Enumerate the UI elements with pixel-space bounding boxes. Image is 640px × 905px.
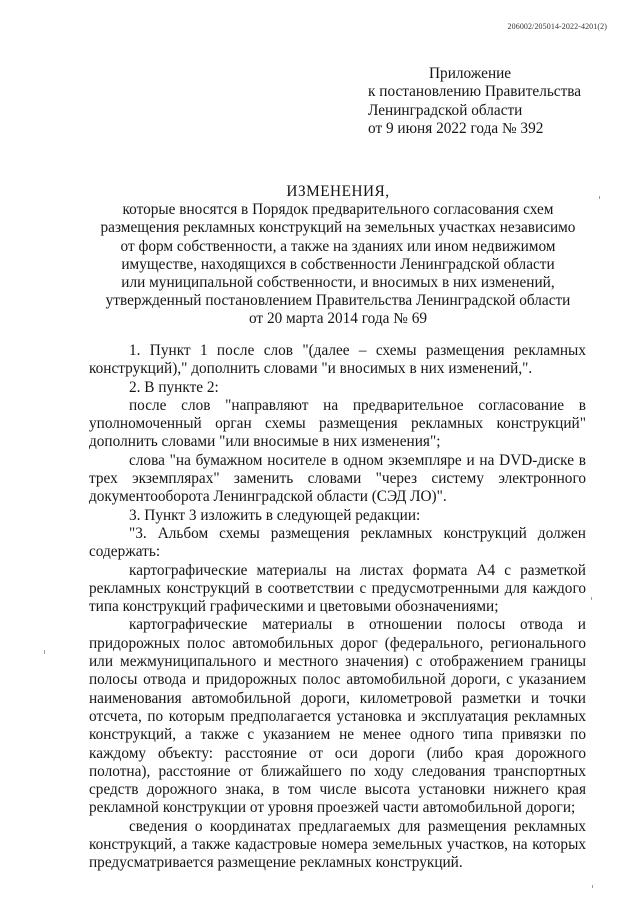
heading-line: или муниципальной собственности, и вносимых в них изменений, [121, 274, 555, 292]
paragraph: 3. Пункт 3 изложить в следующей редакции: [129, 506, 421, 524]
heading-title: ИЗМЕНЕНИЯ, [286, 183, 390, 200]
paragraph: после слов "направляют на предварительное согласование в уполномоченный орган схемы размещения рекламных конструкций" дополнить словами "или вносимые в них изменения"; [89, 396, 586, 451]
paragraph: слова "на бумажном носителе в одном экземпляре и на DVD-диске в трех экземплярах" заменить словами "через систему электронного документооборота Ленинградской области (СЭД ЛО)". [89, 451, 586, 506]
paragraph: 2. В пункте 2: [129, 378, 219, 396]
appendix-line: от 9 июня 2022 года № 392 [368, 119, 544, 137]
scan-mark [44, 650, 45, 654]
heading-line: от форм собственности, а также на зданиях или ином недвижимом [120, 237, 556, 255]
paragraph: 1. Пункт 1 после слов "(далее – схемы размещения рекламных конструкций)," дополнить словами "и вносимых в них изменений,". [89, 342, 586, 378]
paragraph: картографические материалы в отношении полосы отвода и придорожных полос автомобильных дорог (федерального, регионального или межмуниципального и местного значения) с отображением границы полосы отвода и придорожных полос автомобильной дороги, с указанием наименования автомобильной дороги, километровой разметки и точки отсчета, по которым предполагается установка и эксплуатация рекламных конструкций, а также с указанием не менее одного типа привязки по каждому объекту: расстояние от оси дороги (либо края дорожного полотна), расстояние от ближайшего по ходу следования транспортных средств дорожного знака, в том числе высота установки нижнего края рекламной конструкции от уровня проезжей части автомобильной дороги; [89, 616, 586, 817]
scan-mark [599, 196, 600, 199]
paragraph: "3. Альбом схемы размещения рекламных конструкций должен содержать: [89, 524, 586, 561]
paragraph: картографические материалы на листах формата А4 с разметкой рекламных конструкций в соответствии с предусмотренными для каждого типа конструкций графическими и цветовыми обозначениями; [89, 561, 586, 616]
heading-line: утвержденный постановлением Правительства Ленинградской области [105, 292, 571, 310]
heading-line: размещения рекламных конструкций на земельных участках независимо [100, 219, 576, 237]
appendix-line: Ленинградской области [368, 101, 523, 119]
heading-line: от 20 марта 2014 года № 69 [248, 310, 427, 328]
scan-mark [591, 597, 592, 600]
scan-mark [592, 885, 593, 888]
appendix-line: Приложение [429, 65, 512, 82]
heading-line: имуществе, находящихся в собственности Ленинградской области [121, 255, 555, 273]
appendix-line: к постановлению Правительства [368, 83, 582, 101]
heading-line: которые вносятся в Порядок предварительного согласования схем [122, 201, 554, 219]
document-number: 206002/205014-2022-4201(2) [507, 22, 607, 31]
paragraph: сведения о координатах предлагаемых для размещения рекламных конструкций, а также кадастровые номера земельных участков, на которых предусматривается размещение рекламных конструкций. [89, 817, 586, 872]
document-heading [88, 183, 588, 329]
document-body [89, 342, 586, 873]
appendix-block [368, 65, 581, 138]
